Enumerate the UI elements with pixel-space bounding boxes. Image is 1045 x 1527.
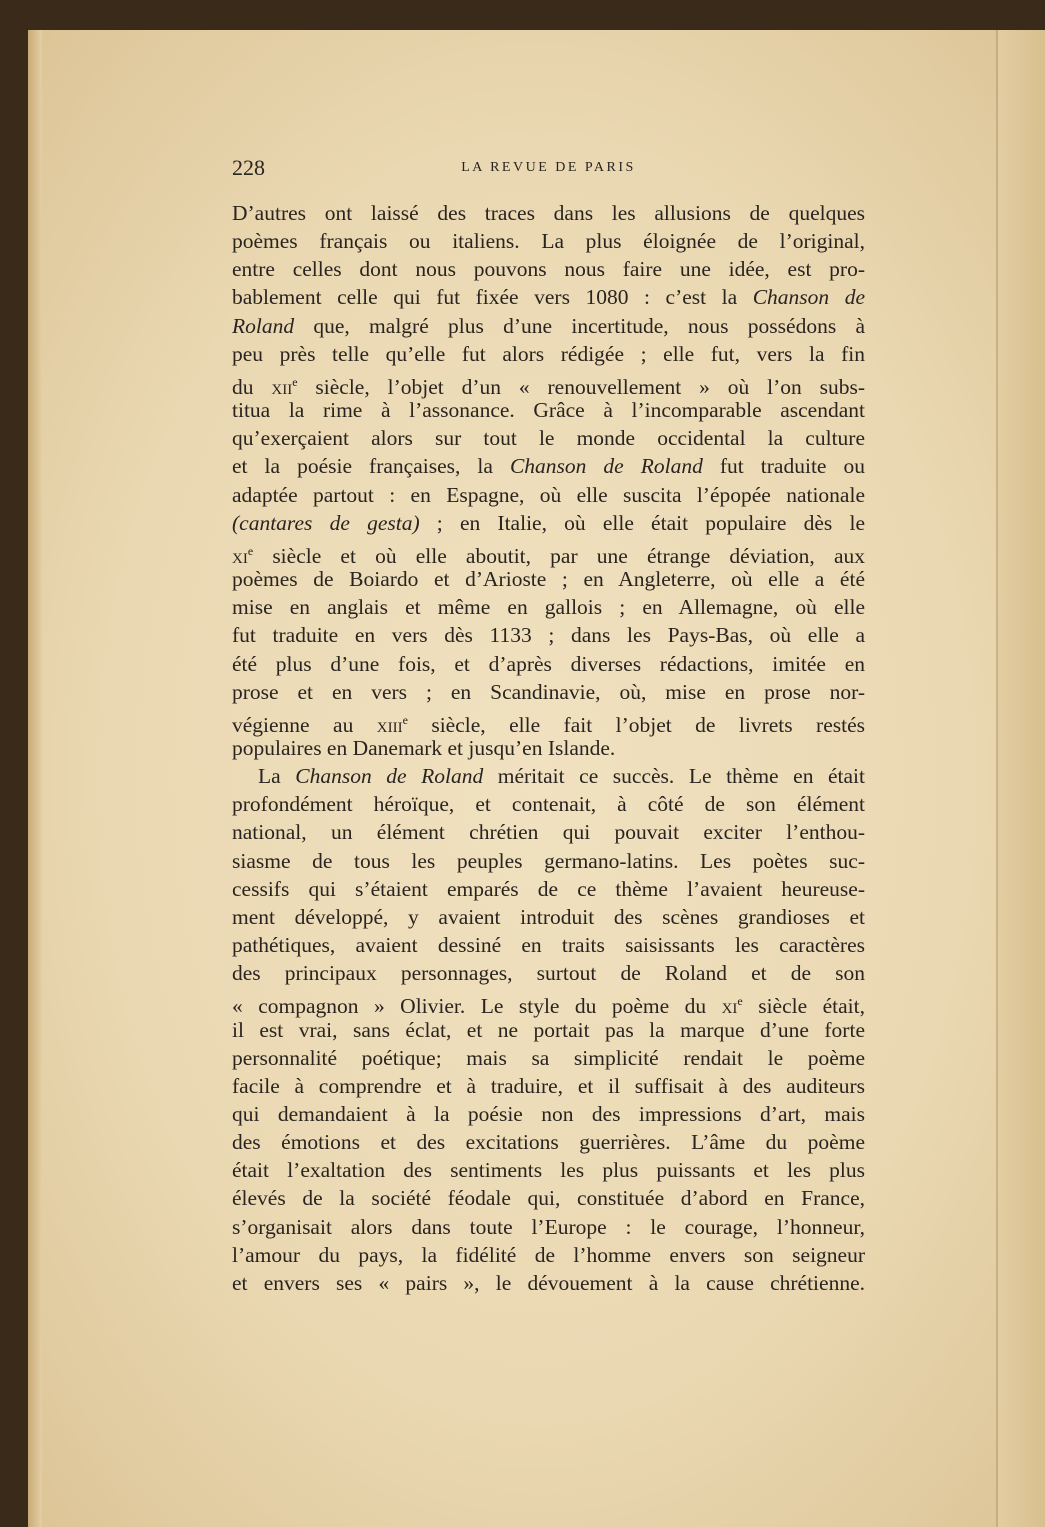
text-segment: poèmes français ou italiens. La plus éloignée de l’original, bbox=[232, 229, 865, 254]
text-segment: et la poésie françaises, la bbox=[232, 454, 510, 479]
text-segment: des émotions et des excitations guerrières. L’âme du poème bbox=[232, 1130, 865, 1155]
text-segment: ; en Italie, où elle était populaire dès le bbox=[419, 510, 865, 535]
text-line bbox=[232, 227, 865, 255]
text-line bbox=[232, 790, 865, 818]
text-line bbox=[232, 509, 865, 537]
text-line bbox=[232, 1072, 865, 1100]
body-text bbox=[232, 199, 865, 1297]
text-segment: qui demandaient à la poésie non des impressions d’art, mais bbox=[232, 1102, 865, 1126]
text-line bbox=[232, 283, 865, 311]
text-segment: l’amour du pays, la fidélité de l’homme envers son seigneur bbox=[232, 1242, 865, 1267]
text-segment: et envers ses « pairs », le dévouement à la cause chrétienne. bbox=[232, 1270, 865, 1295]
text-segment: titua la rime à l’assonance. Grâce à l’incomparable ascendant bbox=[232, 398, 865, 423]
superscript: e bbox=[402, 712, 408, 727]
italic-text: (cantares de gesta) bbox=[232, 510, 420, 535]
text-line bbox=[232, 1016, 865, 1044]
text-line bbox=[232, 1184, 865, 1212]
text-segment: des principaux personnages, surtout de Roland et de son bbox=[232, 961, 865, 986]
text-line bbox=[232, 903, 865, 931]
text-segment: ment développé, y avaient introduit des scènes grandioses et bbox=[232, 904, 865, 929]
text-segment: peu près telle qu’elle fut alors rédigée ; elle fut, vers la fin bbox=[232, 341, 865, 366]
century-numeral: XII bbox=[271, 381, 293, 398]
text-line bbox=[232, 1269, 865, 1297]
text-line bbox=[232, 875, 865, 903]
text-line bbox=[232, 706, 865, 737]
text-segment: La bbox=[258, 764, 296, 789]
text-line bbox=[232, 762, 865, 790]
text-segment: prose et en vers ; en Scandinavie, où, mise en prose nor- bbox=[232, 679, 865, 704]
text-segment: poèmes de Boiardo et d’Arioste ; en Angleterre, où elle a été bbox=[232, 567, 865, 592]
text-line bbox=[232, 734, 865, 762]
text-segment: élevés de la société féodale qui, constituée d’abord en France, bbox=[232, 1186, 865, 1211]
text-line bbox=[232, 537, 865, 568]
text-segment: siècle, elle fait l’objet de livrets restés bbox=[407, 712, 865, 737]
text-segment: D’autres ont laissé des traces dans les allusions de quelques bbox=[232, 201, 865, 225]
text-segment: végienne au bbox=[232, 712, 377, 737]
text-line bbox=[232, 959, 865, 987]
text-line bbox=[232, 396, 865, 424]
text-line bbox=[232, 424, 865, 452]
text-segment: bablement celle qui fut fixée vers 1080 : c’est la bbox=[232, 285, 753, 310]
text-line bbox=[232, 847, 865, 875]
century-numeral: XI bbox=[721, 1001, 738, 1018]
text-line bbox=[232, 650, 865, 678]
text-segment: été plus d’une fois, et d’après diverses rédactions, imitée en bbox=[232, 651, 865, 676]
superscript: e bbox=[737, 994, 743, 1009]
text-segment: adaptée partout : en Espagne, où elle suscita l’épopée nationale bbox=[232, 482, 865, 507]
text-segment: « compagnon » Olivier. Le style du poème du bbox=[232, 994, 722, 1019]
superscript: e bbox=[292, 374, 298, 389]
text-segment: siècle était, bbox=[742, 994, 865, 1019]
italic-text: Chanson de bbox=[752, 285, 866, 310]
running-title: LA REVUE DE PARIS bbox=[461, 160, 636, 175]
italic-text: Chanson de Roland bbox=[509, 454, 703, 479]
text-line bbox=[232, 1241, 865, 1269]
text-segment: profondément héroïque, et contenait, à côté de son élément bbox=[232, 792, 865, 817]
text-segment: du bbox=[232, 374, 272, 399]
text-segment: siècle, l’objet d’un « renouvellement » où l’on subs- bbox=[297, 374, 865, 399]
text-line bbox=[232, 312, 865, 340]
text-line bbox=[232, 452, 865, 480]
text-segment: fut traduite ou bbox=[702, 454, 865, 479]
running-header bbox=[232, 155, 865, 185]
text-segment: facile à comprendre et à traduire, et il suffisait à des auditeurs bbox=[232, 1073, 865, 1098]
italic-text: Chanson de Roland bbox=[295, 764, 484, 789]
text-line bbox=[232, 481, 865, 509]
text-line bbox=[232, 593, 865, 621]
text-line bbox=[232, 199, 865, 227]
text-line bbox=[232, 1100, 865, 1128]
text-segment: que, malgré plus d’une incertitude, nous possédons à bbox=[294, 313, 865, 338]
text-line bbox=[232, 368, 865, 399]
text-line bbox=[232, 678, 865, 706]
text-line bbox=[232, 987, 865, 1019]
century-numeral: XIII bbox=[376, 719, 403, 736]
italic-text: Roland bbox=[232, 313, 295, 338]
text-segment: mise en anglais et même en gallois ; en Allemagne, où elle bbox=[232, 595, 865, 620]
text-line bbox=[232, 340, 865, 368]
page-number: 228 bbox=[232, 155, 265, 180]
text-segment: siasme de tous les peuples germano-latins. Les poètes suc- bbox=[232, 848, 865, 873]
superscript: e bbox=[247, 543, 254, 558]
century-numeral: XI bbox=[232, 550, 248, 567]
text-line bbox=[232, 565, 865, 593]
text-segment: entre celles dont nous pouvons nous faire une idée, est pro- bbox=[232, 257, 865, 282]
text-segment: pathétiques, avaient dessiné en traits saisissants les caractères bbox=[232, 933, 865, 958]
page-edge bbox=[28, 30, 42, 1527]
text-segment: il est vrai, sans éclat, et ne portait pas la marque d’une forte bbox=[232, 1017, 865, 1042]
text-segment: était l’exaltation des sentiments les plus puissants et les plus bbox=[232, 1158, 865, 1183]
text-line bbox=[232, 1213, 865, 1241]
text-line bbox=[232, 1128, 865, 1156]
text-segment: cessifs qui s’étaient emparés de ce thème l’avaient heureuse- bbox=[232, 876, 865, 901]
text-segment: méritait ce succès. Le thème en était bbox=[483, 764, 865, 789]
text-line bbox=[232, 621, 865, 649]
text-segment: personnalité poétique; mais sa simplicité rendait le poème bbox=[232, 1045, 865, 1070]
text-line bbox=[232, 255, 865, 283]
text-line bbox=[232, 818, 865, 846]
text-segment: fut traduite en vers dès 1133 ; dans les Pays-Bas, où elle a bbox=[232, 623, 865, 648]
text-segment: s’organisait alors dans toute l’Europe : le courage, l’honneur, bbox=[232, 1214, 865, 1239]
text-segment: national, un élément chrétien qui pouvait exciter l’enthou- bbox=[232, 820, 865, 845]
next-page-edge bbox=[998, 30, 1045, 1527]
text-line bbox=[232, 1156, 865, 1184]
text-segment: populaires en Danemark et jusqu’en Islande. bbox=[232, 735, 616, 760]
text-segment: siècle et où elle aboutit, par une étrange déviation, aux bbox=[253, 543, 865, 568]
text-line bbox=[232, 931, 865, 959]
text-line bbox=[232, 1044, 865, 1072]
text-segment: qu’exerçaient alors sur tout le monde occidental la culture bbox=[232, 426, 865, 451]
